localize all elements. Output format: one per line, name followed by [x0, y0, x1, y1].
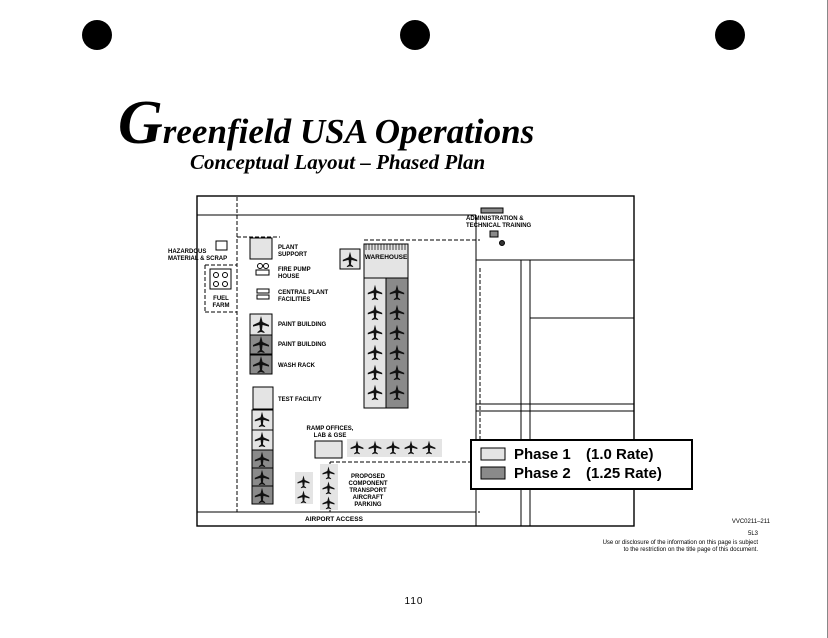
plant-support-label-1: PLANT [278, 245, 298, 251]
admin-label-1: ADMINISTRATION & [466, 216, 524, 222]
admin-label-2: TECHNICAL TRAINING [466, 223, 532, 229]
fire-pump-label-1: FIRE PUMP [278, 267, 311, 273]
document-revision: 5L3 [747, 531, 758, 537]
central-plant-icon [257, 289, 269, 299]
central-plant-label-1: CENTRAL PLANT [278, 290, 329, 296]
warehouse-block [364, 244, 408, 408]
ramp-offices-building [315, 441, 342, 458]
test-facility [253, 387, 273, 409]
plant-support-building [250, 238, 272, 259]
fuel-farm-label-2: FARM [212, 303, 230, 309]
admin-marker-icon [500, 241, 505, 246]
parking-label-1: PROPOSED [350, 474, 386, 480]
parking-label-3: TRANSPORT [349, 488, 387, 494]
paint-building-1-label: PAINT BUILDING [278, 322, 327, 328]
airport-access-label: AIRPORT ACCESS [305, 516, 363, 523]
hazardous-label-1: HAZARDOUS [168, 249, 207, 255]
legend-swatch-phase1 [481, 448, 505, 460]
ramp-label-1: RAMP OFFICES, [306, 426, 354, 432]
legend-swatch-phase2 [481, 467, 505, 479]
disclosure-line-1: Use or disclosure of the information on this page is subject [602, 540, 758, 546]
warehouse-label: WAREHOUSE [364, 254, 408, 261]
parking-label-4: AIRCRAFT [352, 495, 384, 501]
page-number: 110 [404, 596, 424, 607]
disclosure-line-2: to the restriction on the title page of this document. [623, 547, 758, 553]
page-subtitle: Conceptual Layout – Phased Plan [190, 150, 486, 174]
fire-pump-icon [256, 264, 269, 276]
disclosure-notice [498, 540, 758, 554]
parking-label-2: COMPONENT [348, 481, 388, 487]
fence-lines [205, 197, 480, 512]
plant-support-label-2: SUPPORT [278, 252, 308, 258]
paint-building-2-label: PAINT BUILDING [278, 342, 327, 348]
legend [471, 440, 692, 489]
central-plant-label-2: FACILITIES [278, 297, 311, 303]
wash-rack-label: WASH RACK [278, 363, 315, 369]
title-rest: reenfield USA Operations [162, 112, 535, 151]
hazardous-label-2: MATERIAL & SCRAP [168, 256, 228, 262]
admin-building-top [481, 208, 503, 213]
ramp-label-2: LAB & GSE [313, 433, 347, 439]
admin-building [490, 231, 498, 237]
fuel-farm-tanks [210, 269, 231, 289]
title-initial: G [118, 89, 163, 157]
hazardous-material-building [216, 241, 227, 250]
legend-phase2-name: Phase 2 [514, 465, 571, 482]
document-id: VVC0211–211 [731, 519, 770, 525]
legend-phase2-rate: (1.25 Rate) [586, 465, 662, 482]
test-facility-label: TEST FACILITY [278, 397, 322, 403]
parking-label-5: PARKING [354, 502, 382, 508]
fire-pump-label-2: HOUSE [278, 274, 300, 280]
fuel-farm-label-1: FUEL [213, 296, 229, 302]
legend-phase1-rate: (1.0 Rate) [586, 446, 654, 463]
legend-phase1-name: Phase 1 [514, 446, 571, 463]
